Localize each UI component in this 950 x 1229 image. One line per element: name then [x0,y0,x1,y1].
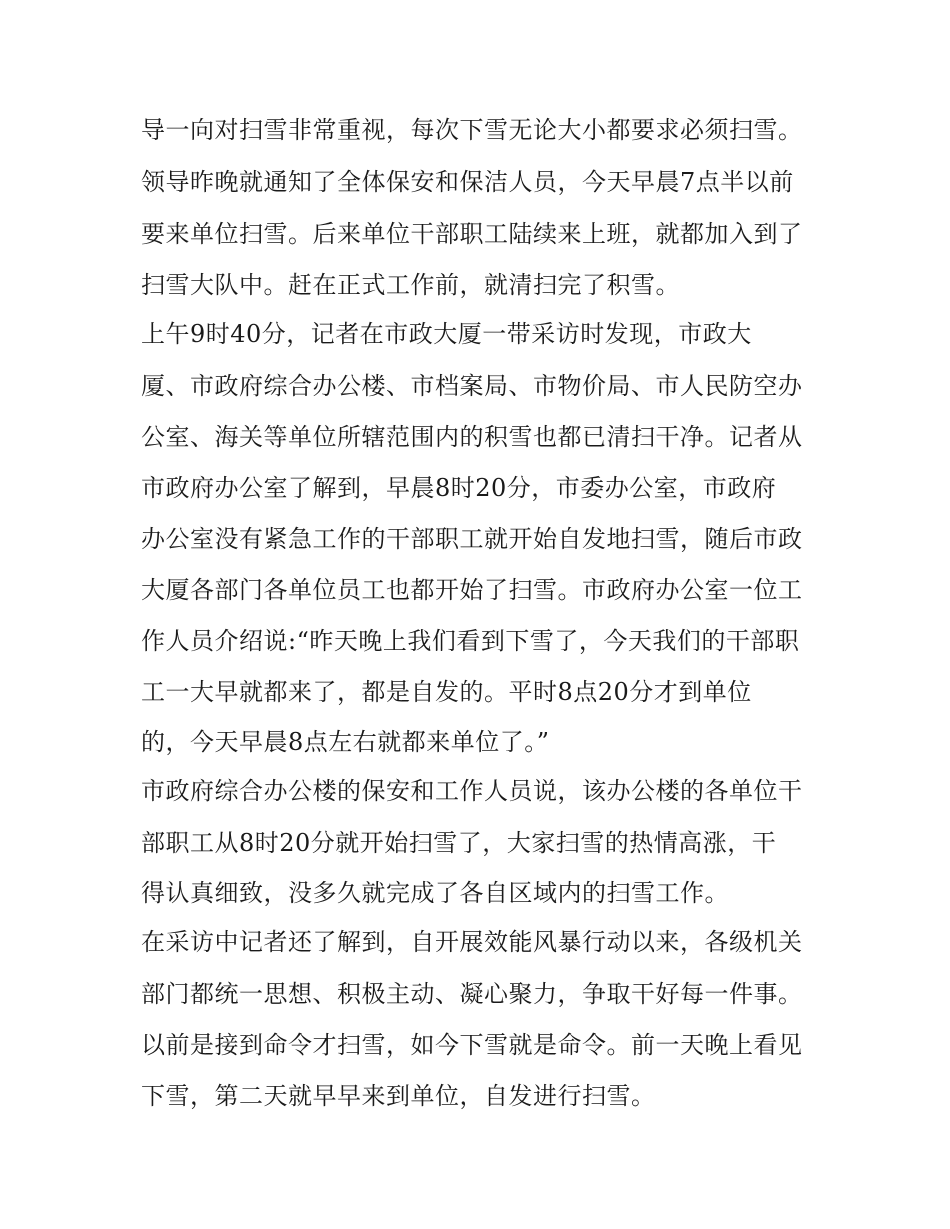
text-line: 工一大早就都来了，都是自发的。平时8点20分才到单位 [141,678,752,706]
text-line: 要来单位扫雪。后来单位干部职工陆续来上班，就都加入到了 [141,220,803,248]
text-line: 厦、市政府综合办公楼、市档案局、市物价局、市人民防空办 [141,372,803,400]
text-line: 的，今天早晨8点左右就都来单位了。” [141,728,550,756]
text-line: 上午9时40分，记者在市政大厦一带采访时发现，市政大 [141,320,752,348]
text-line: 在采访中记者还了解到，自开展效能风暴行动以来，各级机关 [141,928,803,956]
text-line: 扫雪大队中。赶在正式工作前，就清扫完了积雪。 [141,271,680,299]
text-line: 导一向对扫雪非常重视，每次下雪无论大小都要求必须扫雪。 [141,116,803,144]
text-line: 办公室没有紧急工作的干部职工就开始自发地扫雪，随后市政 [141,525,803,553]
text-line: 部职工从8时20分就开始扫雪了，大家扫雪的热情高涨，干 [141,829,777,857]
text-line: 作人员介绍说:“昨天晚上我们看到下雪了，今天我们的干部职 [141,627,800,655]
text-line: 以前是接到命令才扫雪，如今下雪就是命令。前一天晚上看见 [141,1031,803,1059]
text-line: 得认真细致，没多久就完成了各自区域内的扫雪工作。 [141,879,729,907]
text-line: 大厦各部门各单位员工也都开始了扫雪。市政府办公室一位工 [141,576,803,604]
text-line: 市政府办公室了解到，早晨8时20分，市委办公室，市政府 [141,474,777,502]
text-line: 公室、海关等单位所辖范围内的积雪也都已清扫干净。记者从 [141,423,803,451]
text-line: 领导昨晚就通知了全体保安和保洁人员，今天早晨7点半以前 [141,168,794,196]
text-line: 部门都统一思想、积极主动、凝心聚力，争取干好每一件事。 [141,980,803,1008]
text-line: 市政府综合办公楼的保安和工作人员说，该办公楼的各单位干 [141,777,803,805]
text-line: 下雪，第二天就早早来到单位，自发进行扫雪。 [141,1082,656,1110]
